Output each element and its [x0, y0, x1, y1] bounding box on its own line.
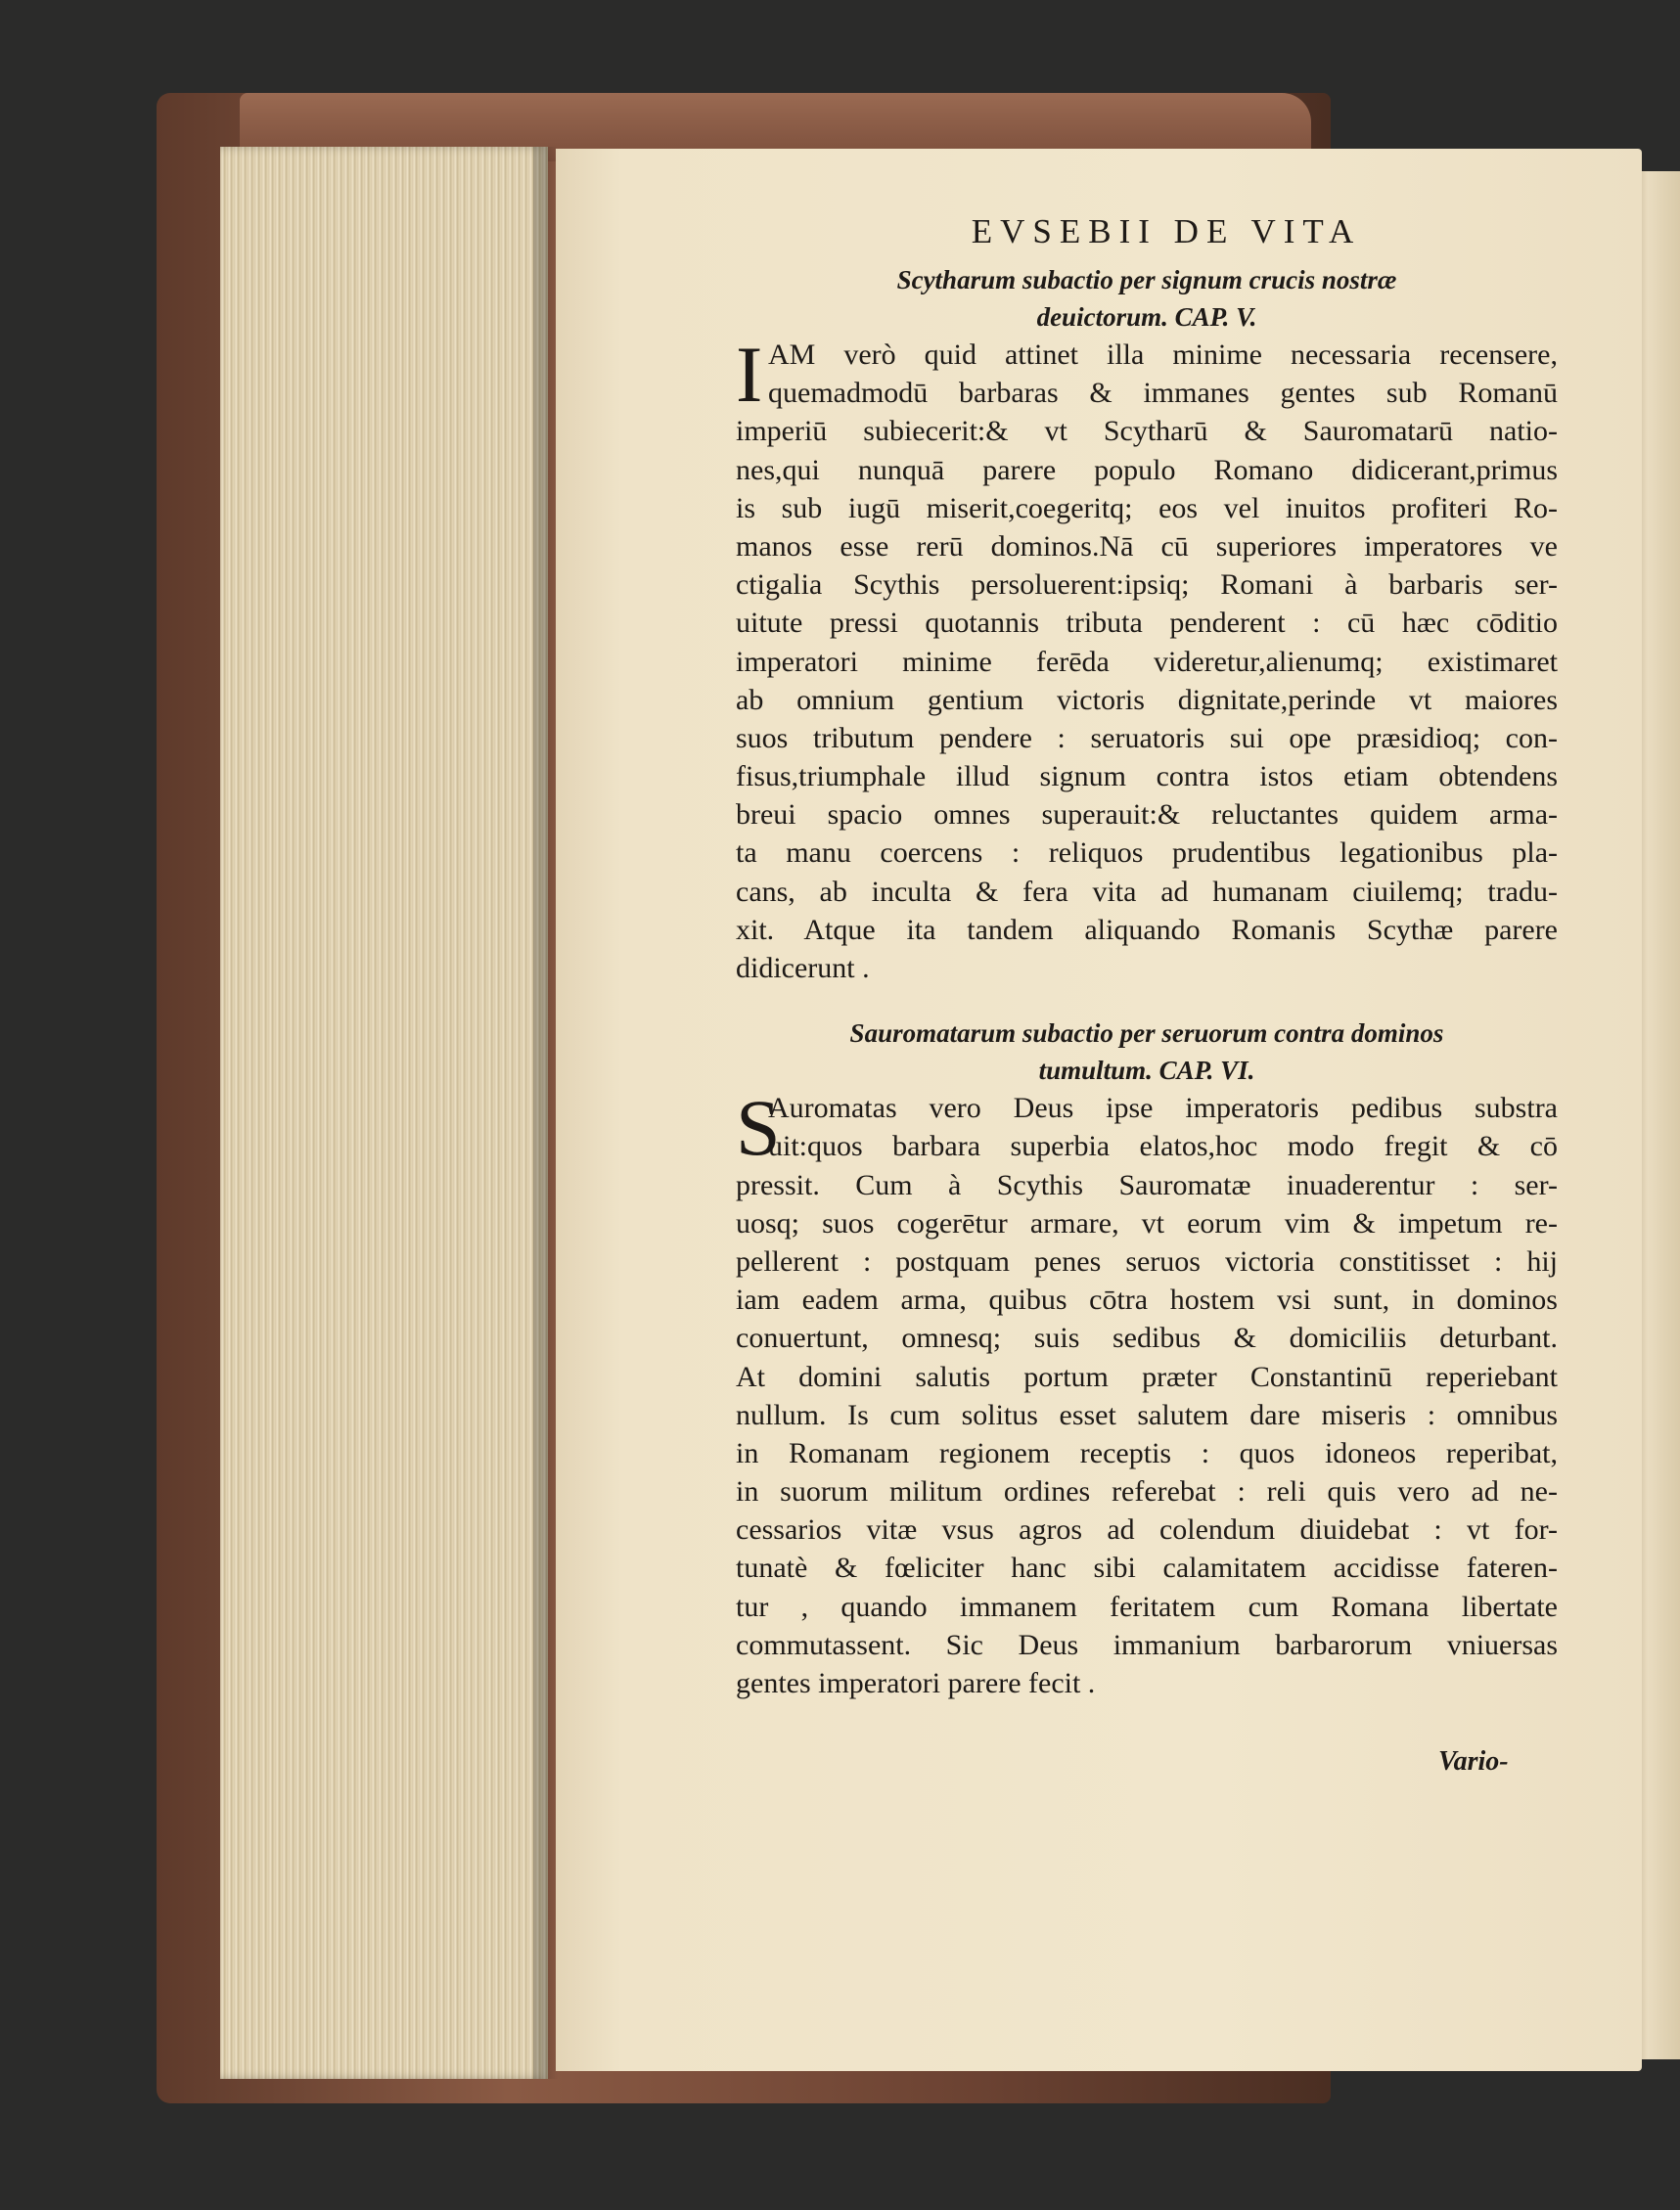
- text-line: fisus,triumphale illud signum contra istos etiam obtendens: [736, 760, 1558, 793]
- chapter-6-title-line-2: tumultum. CAP. VI.: [1038, 1056, 1255, 1086]
- chapter-5-drop-cap: I: [736, 330, 763, 419]
- text-line: tunatè & fœliciter hanc sibi calamitatem accidisse fateren-: [736, 1552, 1558, 1585]
- chapter-5-text: [736, 330, 1558, 987]
- text-line: pressit. Cum à Scythis Sauromatæ inuaderentur : ser-: [736, 1168, 1558, 1201]
- chapter-5-title: [736, 261, 1558, 336]
- text-line: AM verò quid attinet illa minime necessaria recensere,: [768, 338, 1558, 371]
- chapter-5-title-line-1: Scytharum subactio per signum crucis nostræ: [896, 265, 1397, 294]
- running-head: EVSEBII DE VITA: [971, 212, 1362, 250]
- chapter-6-text: [736, 1083, 1558, 1702]
- text-line: commutassent. Sic Deus immanium barbarorum vniuersas: [736, 1628, 1558, 1661]
- catchword: Vario-: [1438, 1746, 1509, 1777]
- text-line: imperatori minime ferēda videretur,alienumq; existimaret: [736, 645, 1558, 678]
- text-line: conuertunt, omnesq; suis sedibus & domiciliis deturbant.: [736, 1322, 1558, 1355]
- text-line: quemadmodū barbaras & immanes gentes sub Romanū: [768, 377, 1558, 410]
- chapter-6-title-line-1: Sauromatarum subactio per seruorum contra dominos: [849, 1018, 1444, 1049]
- text-line: ta manu coercens : reliquos prudentibus legationibus pla-: [736, 836, 1558, 870]
- text-line: tur , quando immanem feritatem cum Romana libertate: [736, 1590, 1558, 1623]
- text-line: iam eadem arma, quibus cōtra hostem vsi sunt, in dominos: [736, 1284, 1558, 1317]
- text-line: in Romanam regionem receptis : quos idoneos reperibat,: [736, 1436, 1558, 1469]
- text-line: gentes imperatori parere fecit .: [736, 1667, 1096, 1699]
- text-line: cans, ab inculta & fera vita ad humanam ciuilemq; tradu-: [736, 875, 1558, 908]
- text-line: is sub iugū miserit,coegeritq; eos vel inuitos profiteri Ro-: [736, 491, 1558, 524]
- text-line: uit:quos barbara superbia elatos,hoc modo fregit & cō: [768, 1130, 1558, 1163]
- page-edges: [220, 147, 548, 2079]
- text-line: nes,qui nunquā parere populo Romano didicerant,primus: [736, 453, 1558, 486]
- text-line: nullum. Is cum solitus esset salutem dare miseris : omnibus: [736, 1398, 1558, 1431]
- text-line: imperiū subiecerit:& vt Scytharū & Sauromatarū natio-: [736, 415, 1558, 448]
- page-text: [736, 210, 1558, 1702]
- text-line: pellerent : postquam penes seruos victoria constitisset : hij: [736, 1244, 1558, 1278]
- chapter-5-title-line-2: deuictorum. CAP. V.: [1036, 302, 1257, 332]
- text-line: in suorum militum ordines referebat : reli quis vero ad ne-: [736, 1475, 1558, 1509]
- text-line: uosq; suos cogerētur armare, vt eorum vim & impetum re-: [736, 1206, 1558, 1240]
- chapter-6-title: [736, 1015, 1558, 1089]
- text-line: suos tributum pendere : seruatoris sui ope præsidioq; con-: [736, 721, 1558, 754]
- text-line: At domini salutis portum præter Constantinū reperiebant: [736, 1360, 1558, 1393]
- text-line: Auromatas vero Deus ipse imperatoris pedibus substra: [768, 1092, 1558, 1125]
- text-line: manos esse rerū dominos.Nā cū superiores imperatores ve: [736, 529, 1558, 563]
- chapter-6-drop-cap: S: [736, 1083, 781, 1173]
- text-line: xit. Atque ita tandem aliquando Romanis Scythæ parere: [736, 913, 1558, 946]
- page-edge-shadow: [533, 147, 558, 2079]
- text-line: didicerunt .: [736, 952, 870, 984]
- text-line: ab omnium gentium victoris dignitate,perinde vt maiores: [736, 683, 1558, 716]
- text-line: breui spacio omnes superauit:& reluctantes quidem arma-: [736, 798, 1558, 832]
- text-line: ctigalia Scythis persoluerent:ipsiq; Romani à barbaris ser-: [736, 568, 1558, 602]
- text-line: uitute pressi quotannis tributa penderent : cū hæc cōditio: [736, 607, 1558, 640]
- text-line: cessarios vitæ vsus agros ad colendum diuidebat : vt for-: [736, 1513, 1558, 1547]
